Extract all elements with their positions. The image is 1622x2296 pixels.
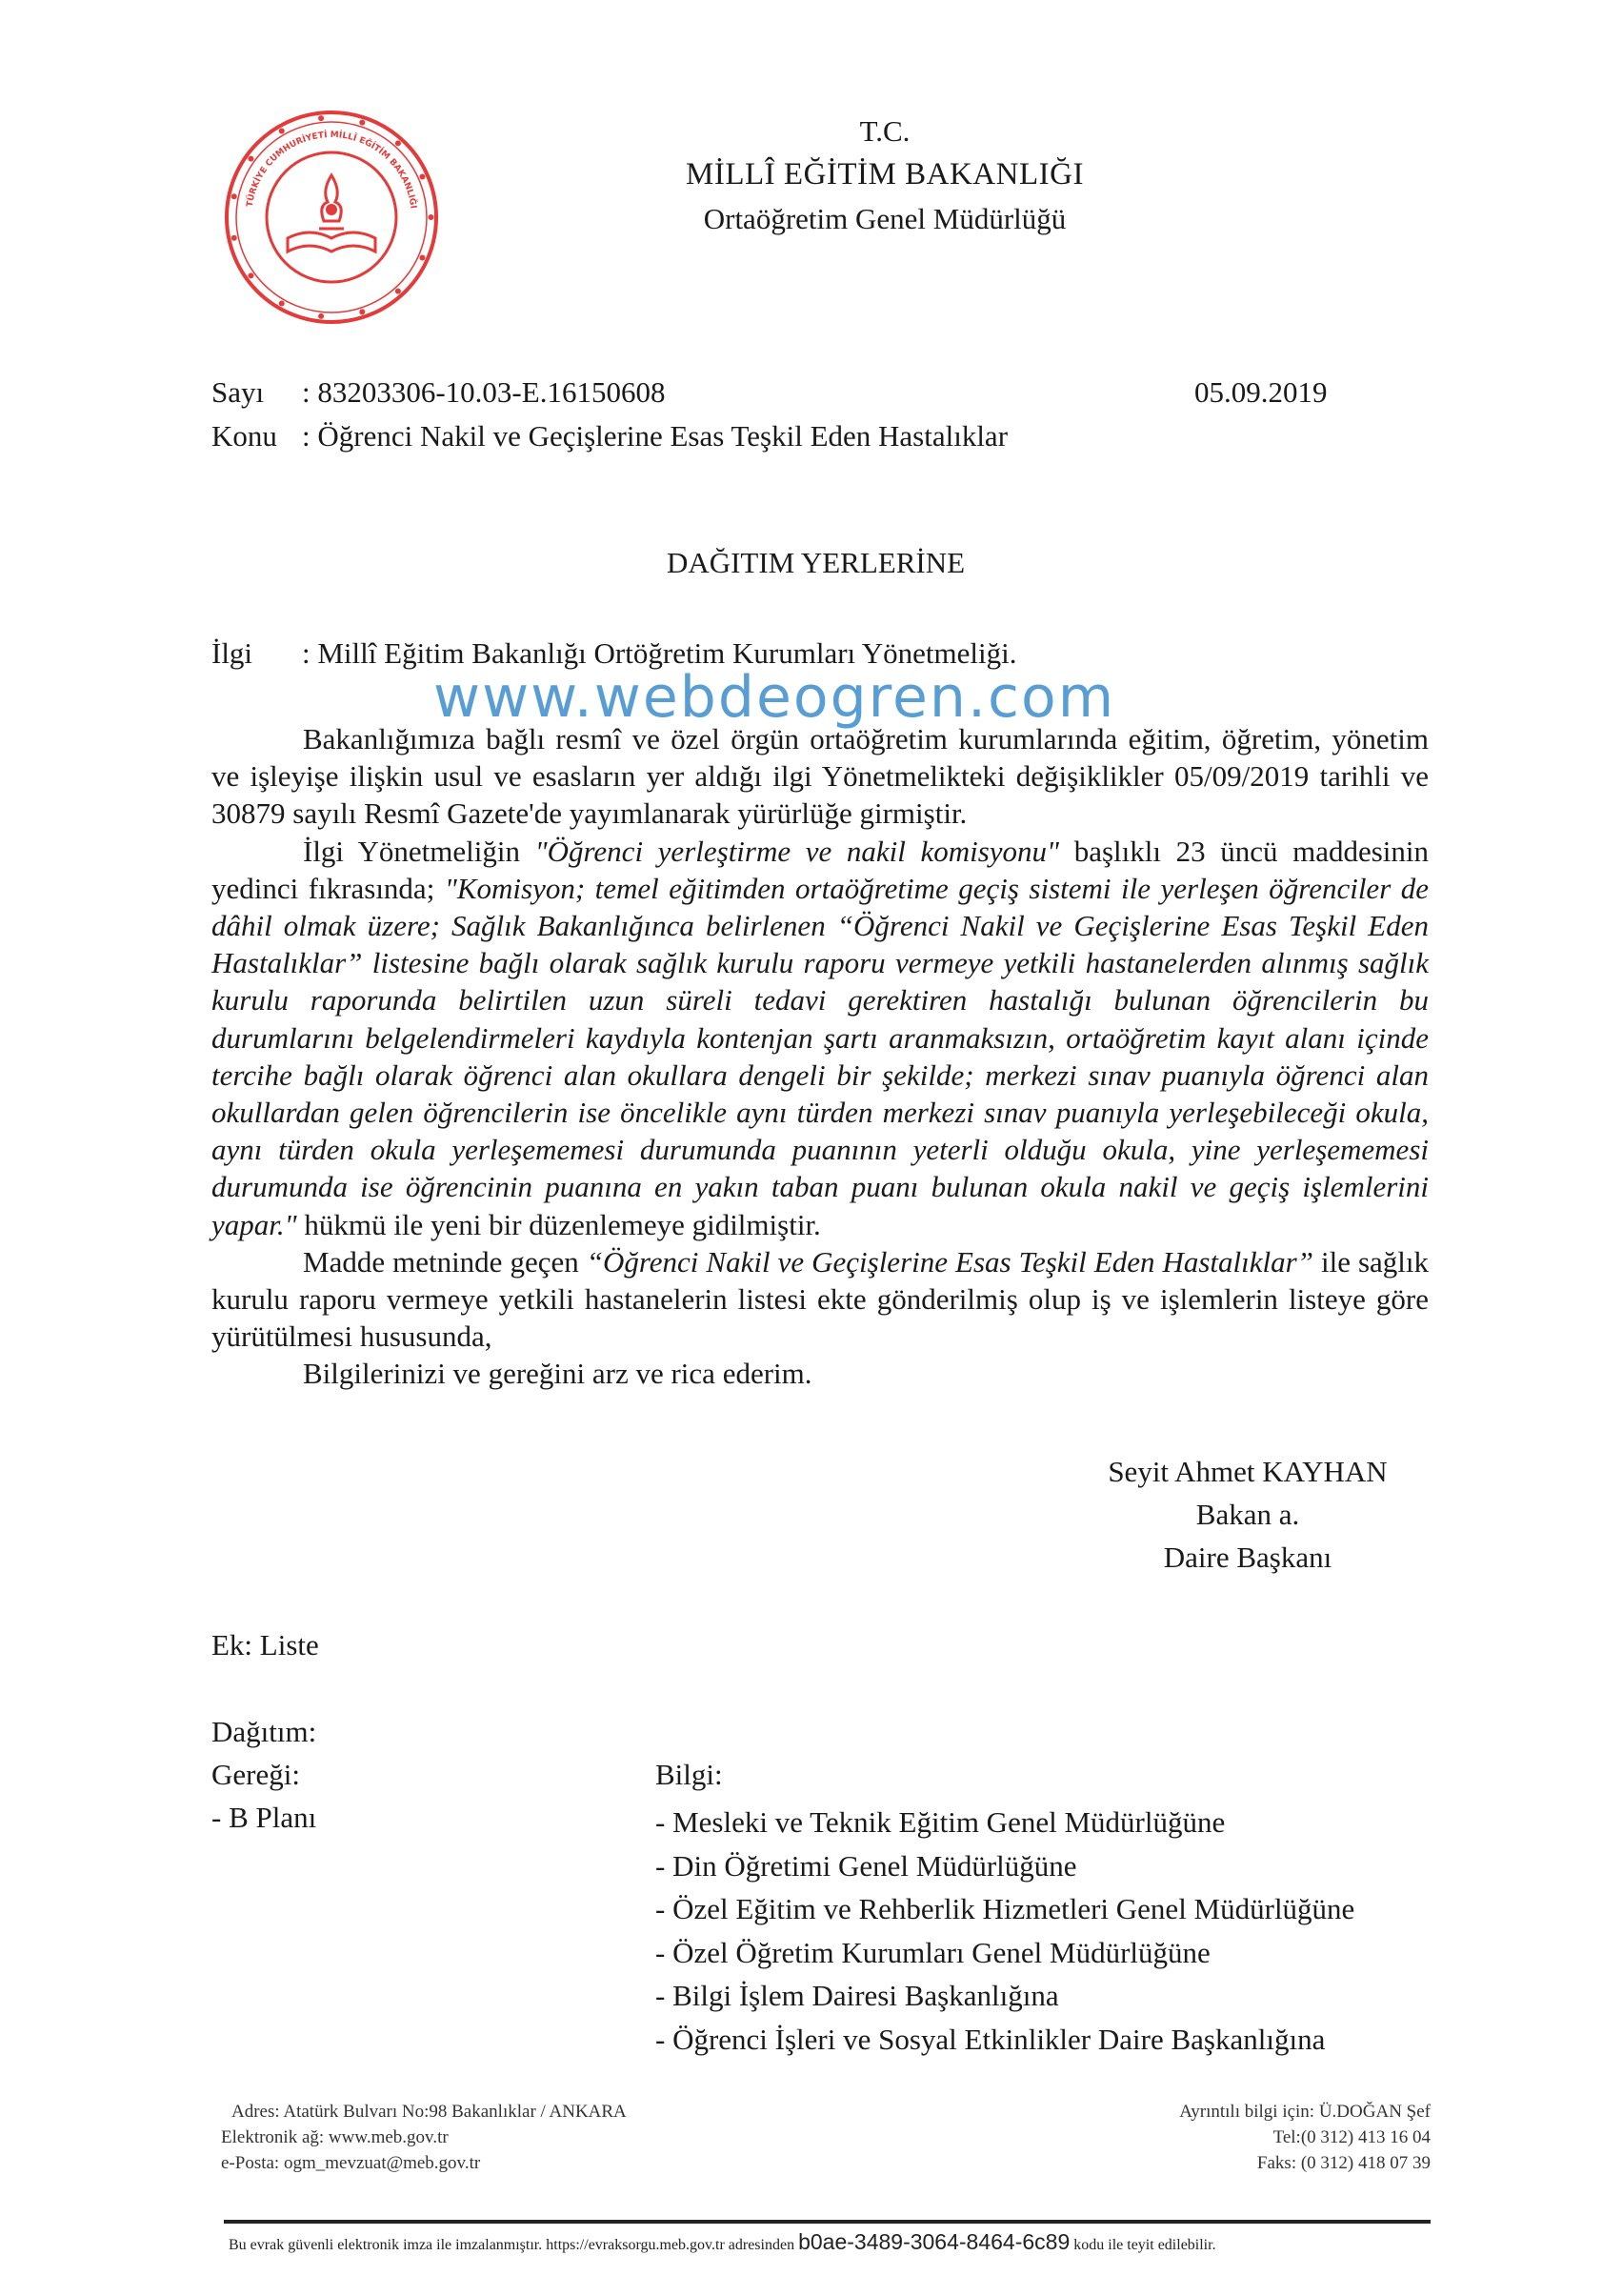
geregi-item: - B Planı <box>211 1801 317 1834</box>
p2-quote-body: "Komisyon; temel eğitimden ortaöğretime geçiş sistemi ile yerleşen öğrenciler de dâhil olmak üzere; Sağlık Bakanlığınca belirlenen “Öğrenci Nakil ve Geçişlerine Esas Teşkil Eden Hastalıklar” listesine bağlı olarak sağlık kurulu raporu vermeye yetkili hastanelerden alınmış sağlık kurulu raporunda belirtilen uzun süreli tedavi gerektiren hastalığı bulunan öğrencilerin bu durumlarını belgelendirmeleri kaydıyla kontenjan şartı aranmaksızın, ortaöğretim kayıt alanı içinde tercihe bağlı olarak öğrenci alan okullara dengeli bir şekilde; merkezi sınav puanıyla öğrenci alan okullardan gelen öğrencilerin ise öncelikle aynı türden merkezi sınav puanıyla yerleşebileceği okula, aynı türden okula yerleşememesi durumunda puanının yeterli olduğu okula, yine yerleşememesi durumunda ise öğrencinin puanına en yakın taban puanı bulunan okula nakil ve geçiş işlemlerini yapar." <box>211 871 1430 1241</box>
bilgi-item: - Öğrenci İşleri ve Sosyal Etkinlikler Daire Başkanlığına <box>655 2022 1326 2056</box>
footer-contact: Ayrıntılı bilgi için: Ü.DOĞAN Şef <box>1179 2102 1431 2122</box>
bilgi-item: - Bilgi İşlem Dairesi Başkanlığına <box>655 1979 1059 2012</box>
paragraph-1: Bakanlığımıza bağlı resmî ve özel örgün ortaöğretim kurumlarında eğitim, öğretim, yönetim ve işleyişe ilişkin usul ve esasların yer aldığı ilgi Yönetmelikteki değişiklikler 05/09/2019 tarihli ve 30879 sayılı Resmî Gazete'de yayımlanarak yürürlüğe girmiştir. <box>211 722 1429 831</box>
paragraph-2 <box>211 833 1429 1243</box>
p3-end: ile sağlık kurulu raporu vermeye yetkili hastanelerin listesi ekte gönderilmiş olup iş ve işlemlerin listeye göre yürütülmesi hususunda, <box>211 1244 1430 1354</box>
document-date: 05.09.2019 <box>1194 375 1328 409</box>
verification-code: b0ae-3489-3064-8464-6c89 <box>798 2229 1071 2254</box>
paragraph-4: Bilgilerinizi ve gereğini arz ve rica ederim. <box>303 1357 812 1391</box>
verification-suffix: kodu ile teyit edilebilir. <box>1073 2237 1216 2253</box>
ilgi-value: : Millî Eğitim Bakanlığı Ortöğretim Kurumları Yönetmeliği. <box>302 636 1017 670</box>
konu-label: Konu <box>211 419 277 453</box>
p3-intro: Madde metninde geçen <box>303 1244 579 1279</box>
bilgi-label: Bilgi: <box>655 1758 723 1791</box>
sayi-label: Sayı <box>211 375 265 409</box>
footer-divider <box>224 2220 1431 2224</box>
konu-value: : Öğrenci Nakil ve Geçişlerine Esas Teşkil Eden Hastalıklar <box>302 419 1009 453</box>
verification-prefix: Bu evrak güvenli elektronik imza ile imzalanmıştır. https://evraksorgu.meb.gov.tr adresinden <box>229 2237 795 2253</box>
ilgi-label: İlgi <box>211 636 253 670</box>
signature-name: Seyit Ahmet KAYHAN <box>1108 1455 1388 1488</box>
attachment-note: Ek: Liste <box>211 1628 319 1662</box>
bilgi-item: - Mesleki ve Teknik Eğitim Genel Müdürlüğüne <box>655 1805 1226 1839</box>
footer-web: Elektronik ağ: www.meb.gov.tr <box>221 2127 449 2147</box>
seal-star <box>359 309 365 314</box>
seal-star <box>419 255 425 261</box>
konu-row <box>211 419 1008 453</box>
p2-quote-heading: "Öğrenci yerleştirme ve nakil komisyonu" <box>534 834 1060 868</box>
footer-tel: Tel:(0 312) 413 16 04 <box>1272 2127 1431 2147</box>
seal-star <box>395 289 401 294</box>
sayi-value: : 83203306-10.03-E.16150608 <box>302 375 666 409</box>
seal-star <box>248 272 253 278</box>
bilgi-item: - Özel Öğretim Kurumları Genel Müdürlüğüne <box>655 1935 1211 1969</box>
bilgi-item: - Özel Eğitim ve Rehberlik Hizmetleri Genel Müdürlüğüne <box>655 1892 1355 1925</box>
seal-star <box>279 300 285 306</box>
bilgi-item: - Din Öğretimi Genel Müdürlüğüne <box>655 1848 1077 1883</box>
signature-title-1: Bakan a. <box>1195 1498 1300 1531</box>
watermark-text: www.webdeogren.com <box>433 664 1116 731</box>
distribution-title: Dağıtım: <box>211 1715 317 1748</box>
bilgi-list <box>655 1801 1354 2061</box>
footer-email: e-Posta: ogm_mevzuat@meb.gov.tr <box>221 2153 481 2173</box>
seal-star <box>231 193 237 199</box>
paragraph-3 <box>211 1243 1429 1356</box>
verification-line <box>229 2229 1216 2255</box>
p2-end: hükmü ile yeni bir düzenlemeye gidilmiştir. <box>304 1207 821 1241</box>
document-title: DAĞITIM YERLERİNE <box>666 546 966 579</box>
sayi-row <box>211 375 665 410</box>
header-directorate: Ortaöğretim Genel Müdürlüğü <box>703 202 1067 235</box>
geregi-label: Gereği: <box>211 1758 300 1791</box>
header-ministry: MİLLÎ EĞİTİM BAKANLIĞI <box>686 157 1084 191</box>
footer-address: Adres: Atatürk Bulvarı No:98 Bakanlıklar / ANKARA <box>231 2102 627 2122</box>
signature-title-2: Daire Başkanı <box>1163 1541 1332 1574</box>
header-tc: T.C. <box>859 114 911 148</box>
svg-text:TÜRKİYE CUMHURİYETİ MİLLÎ EĞİT: TÜRKİYE CUMHURİYETİ MİLLÎ EĞİTİM BAKANLIĞI <box>245 130 418 210</box>
p2-intro: İlgi Yönetmeliğin <box>303 834 520 868</box>
p2-mid: başlıklı 23 üncü maddesinin yedinci fıkrasında; <box>211 834 1429 905</box>
p3-quote: “Öğrenci Nakil ve Geçişlerine Esas Teşkil Eden Hastalıklar” <box>586 1244 1313 1279</box>
letter-body <box>211 720 1429 1393</box>
footer-fax: Faks: (0 312) 418 07 39 <box>1256 2153 1431 2173</box>
seal-star <box>318 313 324 319</box>
